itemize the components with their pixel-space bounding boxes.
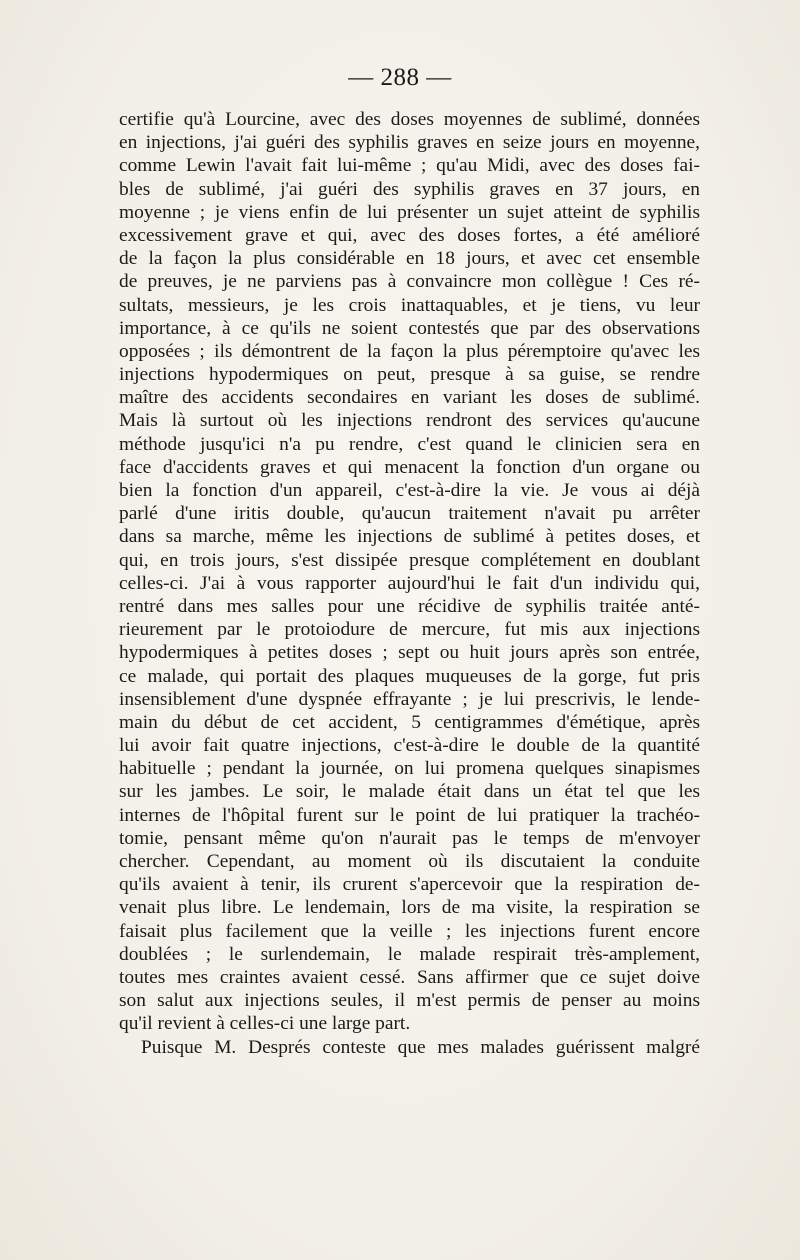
text-line: comme Lewin l'avait fait lui-même ; qu'au Midi, avec des doses fai- (119, 155, 700, 177)
text-line: hypodermiques à petites doses ; sept ou huit jours après son entrée, (119, 642, 700, 664)
text-line: chercher. Cependant, au moment où ils discutaient la conduite (119, 851, 700, 872)
text-line: dans sa marche, même les injections de sublimé à petites doses, et (119, 526, 700, 548)
text-line: son salut aux injections seules, il m'est permis de penser au moins (119, 990, 700, 1012)
text-line: ce malade, qui portait des plaques muqueuses de la gorge, fut pris (119, 665, 700, 687)
text-line: méthode jusqu'ici n'a pu rendre, c'est quand le clinicien sera en (119, 433, 700, 455)
text-line: Mais là surtout où les injections rendront des services qu'aucune (119, 410, 700, 432)
text-line: main du début de cet accident, 5 centigrammes d'émétique, après (119, 711, 700, 733)
text-line: habituelle ; pendant la journée, on lui promena quelques sinapismes (119, 758, 700, 780)
text-line: rentré dans mes salles pour une récidive de syphilis traitée anté- (119, 595, 700, 617)
text-line: celles-ci. J'ai à vous rapporter aujourd'hui le fait d'un individu qui, (119, 572, 700, 594)
text-line: sultats, messieurs, je les crois inattaquables, et je tiens, vu leur (119, 294, 700, 316)
text-line: lui avoir fait quatre injections, c'est-à-dire le double de la quantité (119, 735, 700, 757)
text-line: rieurement par le protoiodure de mercure, fut mis aux injections (119, 619, 700, 641)
text-line: qui, en trois jours, s'est dissipée presque complétement en doublant (119, 549, 700, 571)
text-line: de la façon la plus considérable en 18 jours, et avec cet ensemble (119, 248, 700, 270)
text-line: de preuves, je ne parviens pas à convaincre mon collègue ! Ces ré- (119, 271, 700, 293)
text-line: toutes mes craintes avaient cessé. Sans affirmer que ce sujet doive (119, 966, 700, 988)
text-line: qu'ils avaient à tenir, ils crurent s'apercevoir que la respiration de- (119, 874, 700, 896)
text-line: insensiblement d'une dyspnée effrayante ; je lui prescrivis, le lende- (119, 688, 700, 710)
body-text (119, 108, 700, 1059)
text-line: moyenne ; je viens enfin de lui présenter un sujet atteint de syphilis (119, 201, 700, 223)
page-number: — 288 — (348, 64, 452, 91)
text-line: tomie, pensant même qu'on n'aurait pas le temps de m'envoyer (119, 827, 700, 849)
text-line: maître des accidents secondaires en variant les doses de sublimé. (119, 387, 700, 409)
text-line: face d'accidents graves et qui menacent la fonction d'un organe ou (119, 456, 700, 478)
text-line: bles de sublimé, j'ai guéri des syphilis graves en 37 jours, en (119, 178, 700, 200)
paragraph-start-line: Puisque M. Després conteste que mes malades guérissent malgré (141, 1036, 700, 1058)
text-line: importance, à ce qu'ils ne soient contestés que par des observations (119, 317, 700, 339)
text-line: opposées ; ils démontrent de la façon la plus péremptoire qu'avec les (119, 340, 700, 362)
text-line: parlé d'une iritis double, qu'aucun traitement n'avait pu arrêter (119, 503, 700, 525)
text-line: sur les jambes. Le soir, le malade était dans un état tel que les (119, 781, 700, 803)
text-line: excessivement grave et qui, avec des doses fortes, a été amélioré (119, 224, 700, 246)
text-line: bien la fonction d'un appareil, c'est-à-dire la vie. Je vous ai déjà (119, 480, 700, 501)
text-line: injections hypodermiques on peut, presque à sa guise, se rendre (119, 364, 700, 386)
text-line: internes de l'hôpital furent sur le point de lui pratiquer la trachéo- (119, 804, 700, 826)
text-line: faisait plus facilement que la veille ; les injections furent encore (119, 920, 700, 942)
text-line: en injections, j'ai guéri des syphilis graves en seize jours en moyenne, (119, 132, 700, 154)
paragraph-end-line: qu'il revient à celles-ci une large part. (119, 1013, 411, 1035)
text-line: certifie qu'à Lourcine, avec des doses moyennes de sublimé, données (119, 109, 700, 130)
text-line: venait plus libre. Le lendemain, lors de ma visite, la respiration se (119, 897, 700, 919)
text-line: doublées ; le surlendemain, le malade respirait très-amplement, (119, 943, 700, 965)
